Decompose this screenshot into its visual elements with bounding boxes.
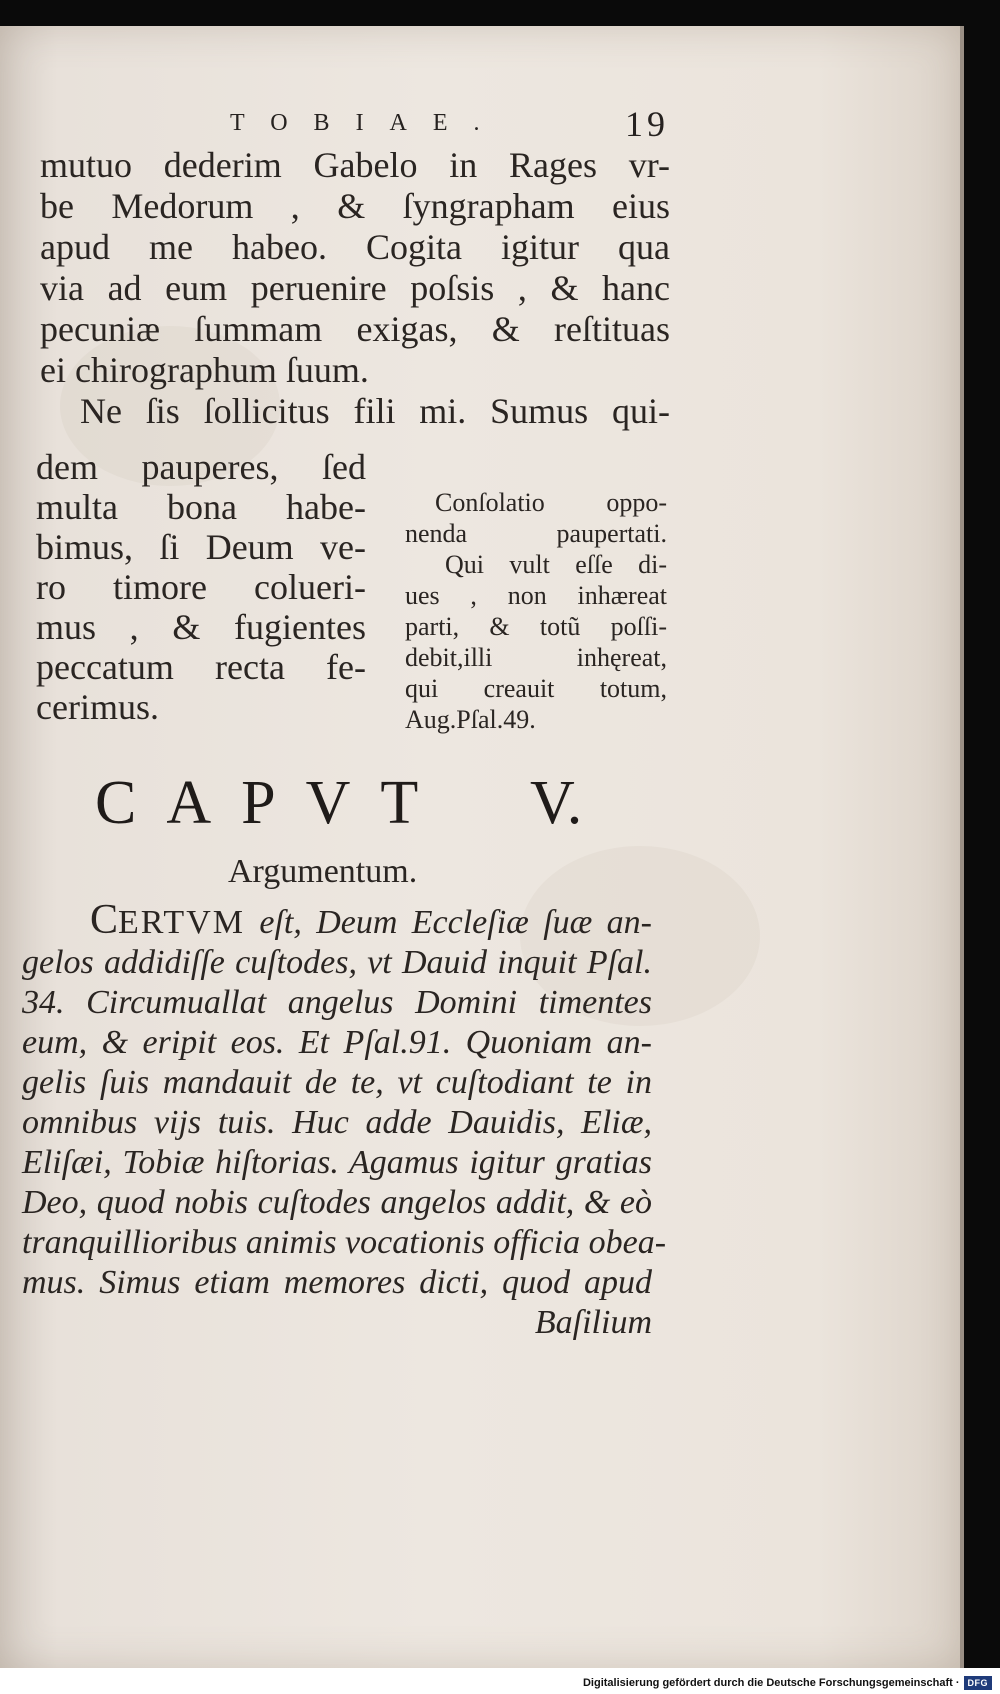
text-line: via ad eum peruenire poſsis , & hanc	[40, 268, 670, 308]
marginal-note	[405, 487, 667, 735]
note-line: Conſolatio oppo-	[435, 488, 667, 517]
text-line	[22, 897, 653, 943]
note-line: qui creauit totum,	[405, 674, 667, 703]
note-line: parti, & totũ poſſi-	[405, 612, 667, 641]
text-line: eum, & eripit eos. Et Pſal.91. Quoniam an-	[22, 1024, 652, 1061]
text-line: multa bona habe-	[36, 487, 366, 527]
note-line: debit,illi inhęreat,	[405, 643, 667, 672]
digitization-credit	[583, 1676, 992, 1690]
text-line: peccatum recta fe-	[36, 647, 366, 687]
text-line: cerimus.	[36, 687, 159, 727]
text-line: ro timore colueri-	[36, 567, 366, 607]
text-line: Ne ſis ſollicitus fili mi. Sumus qui-	[80, 391, 670, 431]
page-number: 19	[625, 104, 669, 144]
text-line: ei chirographum ſuum.	[40, 350, 369, 390]
note-line: Aug.Pſal.49.	[405, 705, 536, 734]
text-line: mus. Simus etiam memores dicti, quod apud	[22, 1264, 652, 1301]
text-line: be Medorum , & ſyngrapham eius	[40, 186, 670, 226]
text-line: Deo, quod nobis cuſtodes angelos addit, & eò	[22, 1184, 652, 1221]
text-line: mutuo dederim Gabelo in Rages vr-	[40, 145, 670, 185]
note-line: ues , non inhæreat	[405, 581, 667, 610]
text-line: omnibus vijs tuis. Huc adde Dauidis, Eliæ,	[22, 1104, 652, 1141]
text-line: bimus, ſi Deum ve-	[36, 527, 366, 567]
text-line: apud me habeo. Cogita igitur qua	[40, 227, 670, 267]
dfg-logo: DFG	[964, 1676, 993, 1690]
credit-text: Digitalisierung gefördert durch die Deutsche Forschungsgemeinschaft ·	[582, 1677, 960, 1689]
note-line: Qui vult eſſe di-	[445, 550, 667, 579]
text-line: mus , & fugientes	[36, 607, 366, 647]
text-line: dem pauperes, ſed	[36, 447, 366, 487]
text-line: gelos addidiſſe cuſtodes, vt Dauid inquit Pſal.	[22, 944, 652, 981]
initial-letter: C	[90, 897, 119, 943]
narrow-column-text	[36, 447, 366, 727]
catchword: Baſilium	[534, 1304, 652, 1341]
text-line: Eliſæi, Tobiæ hiſtorias. Agamus igitur gratias	[22, 1144, 652, 1181]
small-caps-word: ERTVM	[118, 904, 245, 941]
chapter-number: V.	[530, 769, 583, 837]
text-line: pecuniæ ſummam exigas, & reſtituas	[40, 309, 670, 349]
note-line: nenda paupertati.	[405, 519, 667, 548]
section-heading: Argumentum.	[228, 853, 418, 890]
running-head: TOBIAE.	[230, 110, 506, 136]
chapter-title: CAPVT	[95, 769, 449, 837]
text-line: gelis ſuis mandauit de te, vt cuſtodiant te in	[22, 1064, 652, 1101]
text-line: tranquillioribus animis vocationis officia obea-	[22, 1224, 667, 1261]
body-text	[40, 145, 670, 432]
line-remainder: eſt, Deum Eccleſiæ ſuæ an-	[259, 904, 653, 941]
argument-text	[22, 897, 667, 1343]
text-line: 34. Circumuallat angelus Domini timentes	[22, 984, 652, 1021]
page-edge	[960, 26, 964, 1668]
